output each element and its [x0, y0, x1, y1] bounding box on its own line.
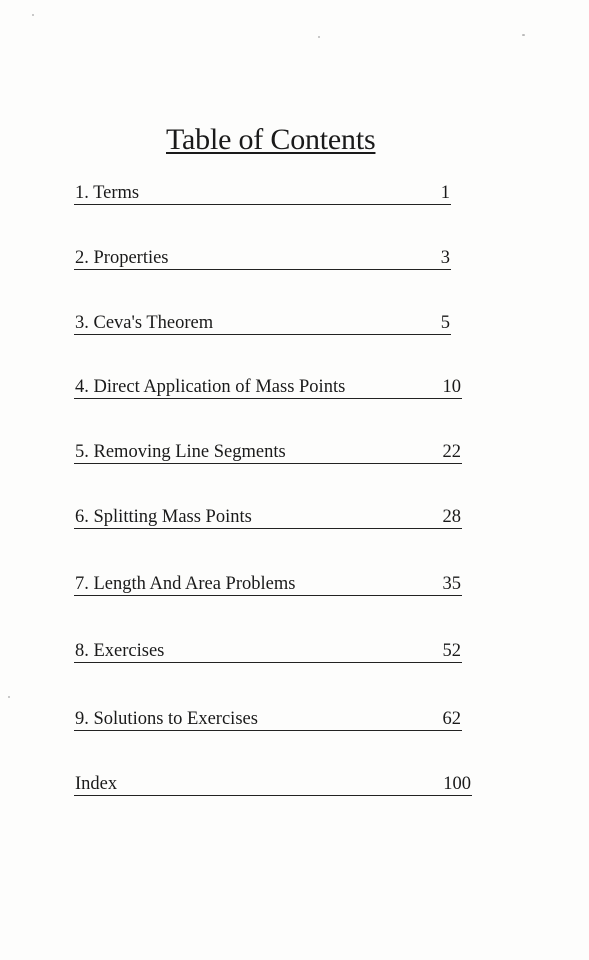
scan-speck — [8, 696, 10, 698]
toc-entry[interactable] — [74, 638, 462, 663]
toc-entry[interactable] — [74, 245, 451, 270]
toc-entry-page: 52 — [442, 641, 461, 661]
toc-entry-page: 1 — [440, 183, 450, 203]
toc-entry-label: 7. Length And Area Problems — [75, 574, 296, 594]
toc-entry[interactable] — [74, 504, 462, 529]
toc-entry[interactable] — [74, 771, 472, 796]
toc-entry-page: 62 — [442, 709, 461, 729]
toc-entry-page: 3 — [440, 248, 450, 268]
toc-entry-page: 10 — [442, 377, 461, 397]
toc-entry-page: 35 — [442, 574, 461, 594]
toc-entry-page: 22 — [442, 442, 461, 462]
toc-entry-label: 8. Exercises — [75, 641, 165, 661]
toc-entry-label: 3. Ceva's Theorem — [75, 313, 214, 333]
toc-entry-label: 2. Properties — [75, 248, 169, 268]
toc-entry-page: 5 — [440, 313, 450, 333]
toc-entry-label: Index — [75, 774, 118, 794]
page-title: Table of Contents — [166, 123, 376, 156]
toc-entry[interactable] — [74, 310, 451, 335]
toc-entry-label: 4. Direct Application of Mass Points — [75, 377, 346, 397]
toc-entry[interactable] — [74, 374, 462, 399]
toc-entry-page: 28 — [442, 507, 461, 527]
scan-speck — [32, 14, 34, 16]
toc-entry[interactable] — [74, 180, 451, 205]
toc-entry-label: 1. Terms — [75, 183, 140, 203]
toc-entry-page: 100 — [443, 774, 471, 794]
toc-entry-label: 5. Removing Line Segments — [75, 442, 286, 462]
toc-entry[interactable] — [74, 571, 462, 596]
toc-entry-label: 9. Solutions to Exercises — [75, 709, 258, 729]
toc-entry[interactable] — [74, 439, 462, 464]
scan-speck — [522, 34, 525, 36]
toc-entry-label: 6. Splitting Mass Points — [75, 507, 252, 527]
scan-speck — [318, 36, 320, 38]
toc-entry[interactable] — [74, 706, 462, 731]
